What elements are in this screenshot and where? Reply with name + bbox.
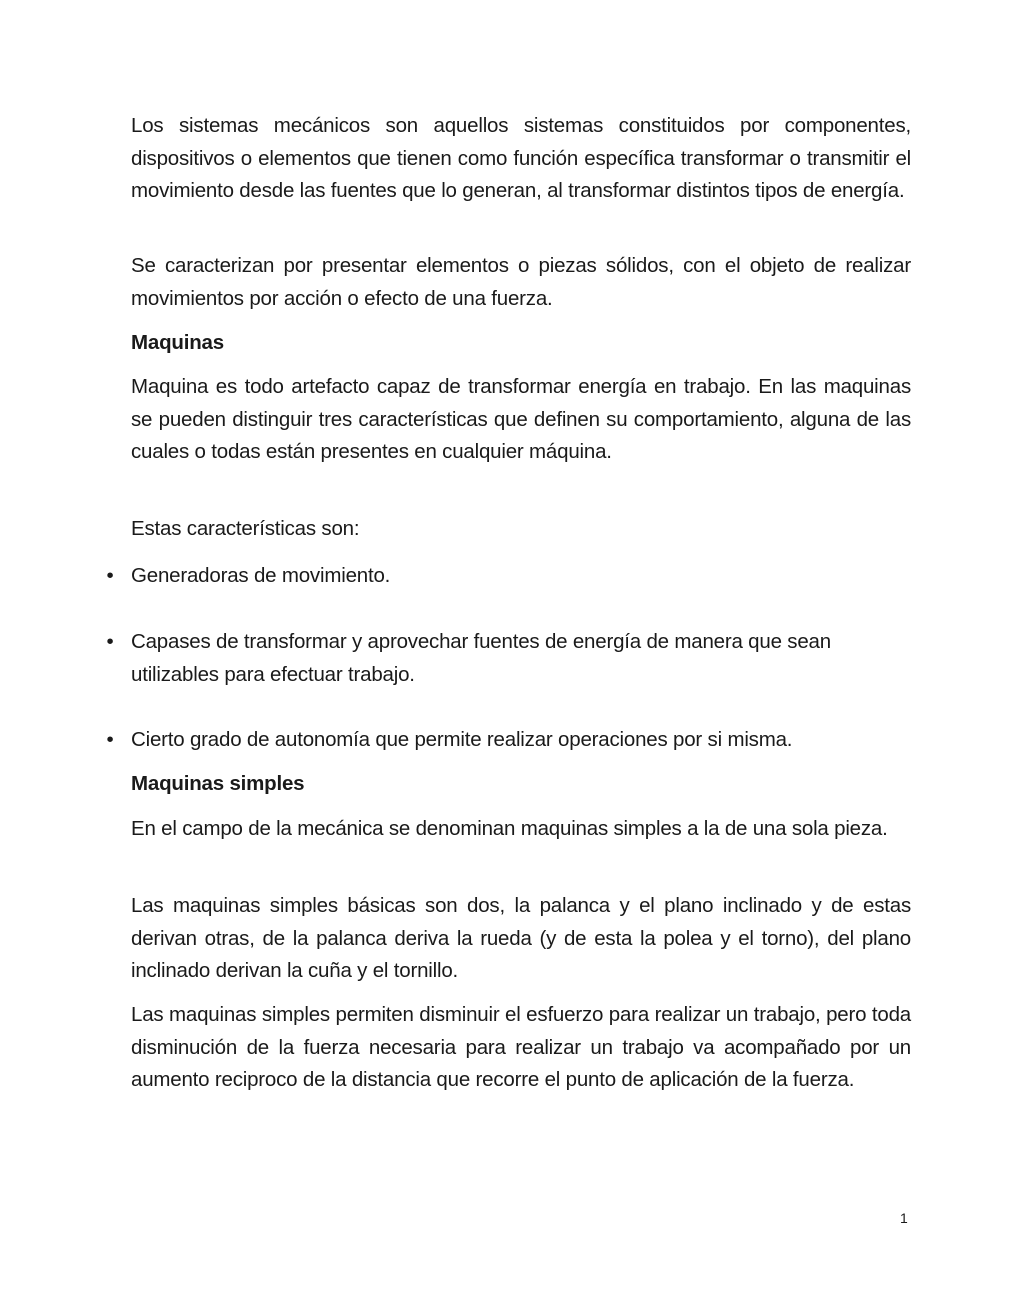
heading-maquinas: Maquinas xyxy=(131,331,224,354)
bullet-item xyxy=(100,626,911,691)
bullet-icon: • xyxy=(106,728,114,751)
paragraph-estas-caracteristicas: Estas características son: xyxy=(131,517,360,540)
bullet-icon: • xyxy=(106,630,114,653)
bullet-text: Capases de transformar y aprovechar fuentes de energía de manera que sean utilizables para efectuar trabajo. xyxy=(131,630,831,686)
page-number: 1 xyxy=(900,1210,908,1226)
paragraph-disminuir-esfuerzo: Las maquinas simples permiten disminuir el esfuerzo para realizar un trabajo, pero toda disminución de la fuerza necesaria para realizar un trabajo va acompañado por un aumento reciproco de la distancia que recorre el punto de aplicación de la fuerza. xyxy=(131,1003,911,1091)
paragraph-maquina-definition: Maquina es todo artefacto capaz de transformar energía en trabajo. En las maquinas se pueden distinguir tres características que definen su comportamiento, alguna de las cuales o todas están presentes en cualquier máquina. xyxy=(131,375,911,463)
paragraph-characteristics: Se caracterizan por presentar elementos o piezas sólidos, con el objeto de realizar movimientos por acción o efecto de una fuerza. xyxy=(131,254,911,310)
paragraph-campo-mecanica: En el campo de la mecánica se denominan maquinas simples a la de una sola pieza. xyxy=(131,817,888,840)
bullet-icon: • xyxy=(106,564,114,587)
bullet-item xyxy=(100,560,911,593)
heading-maquinas-simples: Maquinas simples xyxy=(131,772,305,795)
bullet-text: Cierto grado de autonomía que permite realizar operaciones por si misma. xyxy=(131,728,793,751)
bullet-item xyxy=(100,724,911,757)
paragraph-maquinas-basicas: Las maquinas simples básicas son dos, la palanca y el plano inclinado y de estas derivan otras, de la palanca deriva la rueda (y de esta la polea y el torno), del plano inclinado derivan la cuña y el tornillo. xyxy=(131,894,911,982)
bullet-text: Generadoras de movimiento. xyxy=(131,564,391,587)
paragraph-intro: Los sistemas mecánicos son aquellos sistemas constituidos por componentes, dispositivos o elementos que tienen como función específica transformar o transmitir el movimiento desde las fuentes que lo generan, al transformar distintos tipos de energía. xyxy=(131,114,911,202)
